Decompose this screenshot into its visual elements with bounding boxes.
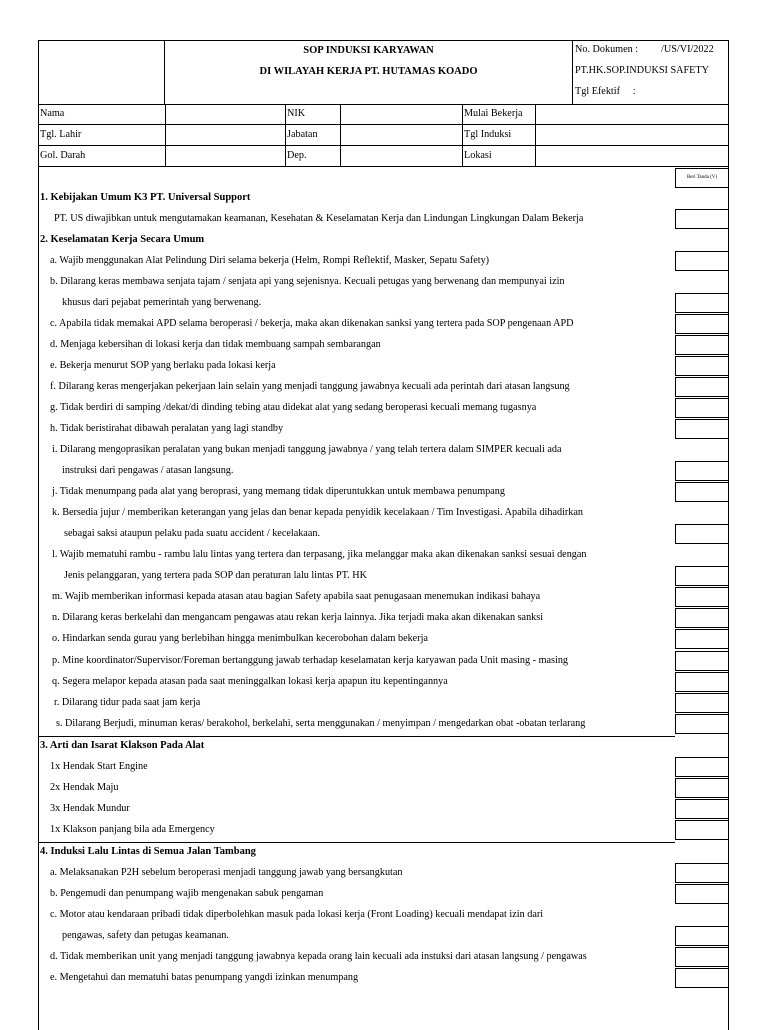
checkbox[interactable]	[675, 398, 729, 418]
list-item: c. Motor atau kendaraan pribadi tidak diperbolehkan masuk pada lokasi kerja (Front Loading) kecuali mendapat izin dari	[50, 909, 544, 920]
section-1-title: 1. Kebijakan Umum K3 PT. Universal Support	[40, 192, 251, 203]
grid-line	[38, 124, 729, 125]
document-header	[38, 40, 729, 104]
list-item: g. Tidak berdiri di samping /dekat/di dinding tebing atau didekat alat yang sedang beroperasi kecuali memang tugasnya	[50, 402, 537, 413]
document-info	[573, 40, 729, 104]
list-item: 1x Klakson panjang bila ada Emergency	[50, 824, 215, 835]
checkbox[interactable]	[675, 209, 729, 229]
list-item: 3x Hendak Mundur	[50, 803, 130, 814]
list-item: r. Dilarang tidur pada saat jam kerja	[54, 697, 201, 708]
list-item: sebagai saksi ataupun pelaku pada suatu accident / kecelakaan.	[64, 528, 320, 539]
label-tgl-lahir: Tgl. Lahir	[40, 129, 82, 140]
checkbox[interactable]	[675, 651, 729, 671]
section-2-title: 2. Keselamatan Kerja Secara Umum	[40, 234, 205, 245]
doc-number: No. Dokumen : /US/VI/2022	[575, 44, 714, 55]
doc-code: PT.HK.SOP.INDUKSI SAFETY	[575, 65, 709, 76]
doc-effective-date: Tgl Efektif :	[575, 86, 636, 97]
document-subtitle: DI WILAYAH KERJA PT. HUTAMAS KOADO	[259, 66, 478, 77]
list-item: i. Dilarang mengoprasikan peralatan yang bukan menjadi tanggung jawabnya / yang telah tertera dalam SIMPER kecuali ada	[52, 444, 562, 455]
list-item: e. Bekerja menurut SOP yang berlaku pada lokasi kerja	[50, 360, 276, 371]
list-item: s. Dilarang Berjudi, minuman keras/ berakohol, berkelahi, serta menggunakan / menyimpan / mengedarkan obat -obatan terlarang	[56, 718, 586, 729]
list-item: p. Mine koordinator/Supervisor/Foreman bertanggung jawab terhadap keselamatan kerja karyawan pada Unit masing - masing	[52, 655, 569, 666]
checkbox[interactable]	[675, 778, 729, 798]
list-item: 2x Hendak Maju	[50, 782, 119, 793]
list-item: pengawas, safety dan petugas keamanan.	[62, 930, 229, 941]
checkbox[interactable]	[675, 587, 729, 607]
list-item: PT. US diwajibkan untuk mengutamakan keamanan, Kesehatan & Keselamatan Kerja dan Lindungan Lingkungan Dalam Bekerja	[54, 213, 584, 224]
checkbox[interactable]	[675, 524, 729, 544]
label-tgl-induksi: Tgl Induksi	[464, 129, 512, 140]
checkbox[interactable]	[675, 714, 729, 734]
section-4-title: 4. Induksi Lalu Lintas di Semua Jalan Tambang	[40, 846, 256, 857]
label-gol-darah: Gol. Darah	[40, 150, 86, 161]
list-item: khusus dari pejabat pemerintah yang berwenang.	[62, 297, 262, 308]
checkbox[interactable]	[675, 799, 729, 819]
list-item: e. Mengetahui dan mematuhi batas penumpang yangdi izinkan menumpang	[50, 972, 359, 983]
list-item: n. Dilarang keras berkelahi dan mengancam pengawas atau rekan kerja lainnya. Jika terjadi maka akan dikenakan sanksi	[52, 612, 544, 623]
checkbox[interactable]	[675, 335, 729, 355]
checkbox[interactable]	[675, 926, 729, 946]
list-item: d. Tidak memberikan unit yang menjadi tanggung jawabnya kepada orang lain kecuali ada instuksi dari atasan langsung / pengawas	[50, 951, 587, 962]
list-item: Jenis pelanggaran, yang tertera pada SOP dan peraturan lalu lintas PT. HK	[64, 570, 367, 581]
grid-line	[38, 104, 729, 105]
list-item: q. Segera melapor kepada atasan pada saat meninggalkan lokasi kerja apapun itu kepentingannya	[52, 676, 448, 687]
list-item: f. Dilarang keras mengerjakan pekerjaan lain selain yang menjadi tanggung jawabnya kecuali ada perintah dari atasan langsung	[50, 381, 570, 392]
checkbox[interactable]	[675, 377, 729, 397]
checkbox[interactable]	[675, 863, 729, 883]
list-item: a. Melaksanakan P2H sebelum beroperasi menjadi tanggung jawab yang bersangkutan	[50, 867, 403, 878]
list-item: b. Pengemudi dan penumpang wajib mengenakan sabuk pengaman	[50, 888, 324, 899]
checkbox[interactable]	[675, 820, 729, 840]
document-title: SOP INDUKSI KARYAWAN	[303, 45, 434, 56]
label-nama: Nama	[40, 108, 65, 119]
checkbox[interactable]	[675, 693, 729, 713]
checkbox[interactable]	[675, 251, 729, 271]
checkbox[interactable]	[675, 608, 729, 628]
grid-line	[285, 104, 286, 166]
section-divider	[38, 842, 675, 843]
section-3-title: 3. Arti dan Isarat Klakson Pada Alat	[40, 740, 205, 751]
checkbox[interactable]	[675, 757, 729, 777]
checkbox[interactable]	[675, 566, 729, 586]
list-item: a. Wajib menggunakan Alat Pelindung Diri selama bekerja (Helm, Rompi Reflektif, Masker, Sepatu Safety)	[50, 255, 490, 266]
list-item: j. Tidak menumpang pada alat yang beroprasi, yang memang tidak diperuntukkan untuk membawa penumpang	[52, 486, 505, 497]
list-item: l. Wajib mematuhi rambu - rambu lalu lintas yang tertera dan terpasang, jika melanggar maka akan dikenakan sanksi sesuai dengan	[52, 549, 587, 560]
section-divider	[38, 736, 675, 737]
label-mulai-bekerja: Mulai Bekerja	[464, 108, 523, 119]
list-item: k. Bersedia jujur / memberikan keterangan yang jelas dan benar kepada penyidik kecelakaan / Tim Investigasi. Apabila dihadirkan	[52, 507, 583, 518]
grid-line	[38, 166, 729, 167]
list-item: m. Wajib memberikan informasi kepada atasan atau bagian Safety apabila saat penugasaan menemukan indikasi bahaya	[52, 591, 541, 602]
grid-line	[462, 104, 463, 166]
list-item: 1x Hendak Start Engine	[50, 761, 148, 772]
list-item: b. Dilarang keras membawa senjata tajam / senjata api yang sejenisnya. Kecuali petugas yang berwenang dan mempunyai izin	[50, 276, 565, 287]
checkbox[interactable]	[675, 884, 729, 904]
checkbox[interactable]	[675, 314, 729, 334]
grid-line	[535, 104, 536, 166]
checkbox[interactable]	[675, 356, 729, 376]
grid-line	[165, 104, 166, 166]
title-cell	[165, 40, 573, 104]
checkbox[interactable]	[675, 482, 729, 502]
checkbox[interactable]	[675, 461, 729, 481]
list-item: instruksi dari pengawas / atasan langsung.	[62, 465, 234, 476]
label-lokasi: Lokasi	[464, 150, 492, 161]
grid-line	[340, 104, 341, 166]
checkbox[interactable]	[675, 419, 729, 439]
label-nik: NIK	[287, 108, 306, 119]
list-item: c. Apabila tidak memakai APD selama beroperasi / bekerja, maka akan dikenakan sanksi yang tertera pada SOP pengenaan APD	[50, 318, 574, 329]
checkbox[interactable]	[675, 947, 729, 967]
logo-cell	[38, 40, 165, 104]
checkbox[interactable]	[675, 629, 729, 649]
checkbox[interactable]	[675, 968, 729, 988]
list-item: d. Menjaga kebersihan di lokasi kerja dan tidak membuang sampah sembarangan	[50, 339, 381, 350]
check-column-header: Beri Tanda (V)	[675, 168, 729, 188]
label-dep: Dep.	[287, 150, 307, 161]
label-jabatan: Jabatan	[287, 129, 318, 140]
checkbox[interactable]	[675, 293, 729, 313]
grid-line	[38, 145, 729, 146]
list-item: h. Tidak beristirahat dibawah peralatan yang lagi standby	[50, 423, 284, 434]
checkbox[interactable]	[675, 672, 729, 692]
list-item: o. Hindarkan senda gurau yang berlebihan hingga menimbulkan kecerobohan dalam bekerja	[52, 633, 428, 644]
